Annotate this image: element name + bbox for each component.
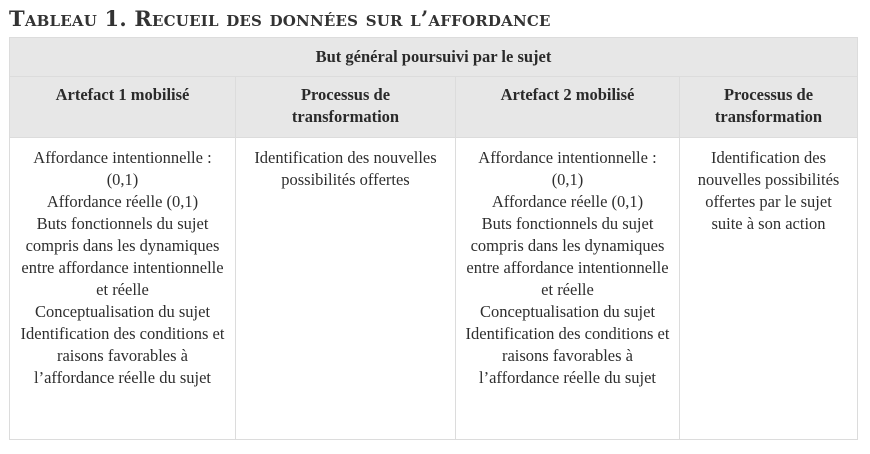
cell-line: Identification des conditions et raisons favorables à l’affordance réelle du sujet	[20, 324, 225, 387]
cell-artefact-1	[10, 138, 236, 440]
cell-line: Identification des conditions et raisons favorables à l’affordance réelle du sujet	[465, 324, 670, 387]
column-header-artefact-1: Artefact 1 mobilisé	[10, 77, 236, 138]
cell-line: Buts fonctionnels du sujet compris dans les dynamiques entre affordance intentionnelle et réelle	[466, 214, 669, 299]
cell-line: Affordance intentionnelle : (0,1)	[33, 148, 212, 189]
table-row	[10, 138, 858, 440]
column-header-artefact-2: Artefact 2 mobilisé	[456, 77, 680, 138]
cell-artefact-2	[456, 138, 680, 440]
main-header: But général poursuivi par le sujet	[10, 38, 858, 77]
table-caption: Tableau 1. Recueil des données sur l’affordance	[9, 6, 551, 31]
cell-line: Buts fonctionnels du sujet compris dans les dynamiques entre affordance intentionnelle et réelle	[21, 214, 224, 299]
cell-line: Affordance réelle (0,1)	[491, 192, 644, 211]
header-row-main	[10, 38, 858, 77]
cell-line: Identification des nouvelles possibilités offertes par le sujet suite à son action	[697, 148, 840, 233]
column-header-process-2: Processus de transformation	[680, 77, 858, 138]
affordance-data-table	[9, 37, 858, 440]
cell-line: Identification des nouvelles possibilités offertes	[254, 148, 437, 189]
cell-line: Affordance intentionnelle : (0,1)	[478, 148, 657, 189]
cell-process-2	[680, 138, 858, 440]
cell-process-1	[236, 138, 456, 440]
header-row-columns	[10, 77, 858, 138]
column-header-process-1: Processus de transformation	[236, 77, 456, 138]
cell-line: Conceptualisation du sujet	[479, 302, 656, 321]
cell-line: Affordance réelle (0,1)	[46, 192, 199, 211]
cell-line: Conceptualisation du sujet	[34, 302, 211, 321]
